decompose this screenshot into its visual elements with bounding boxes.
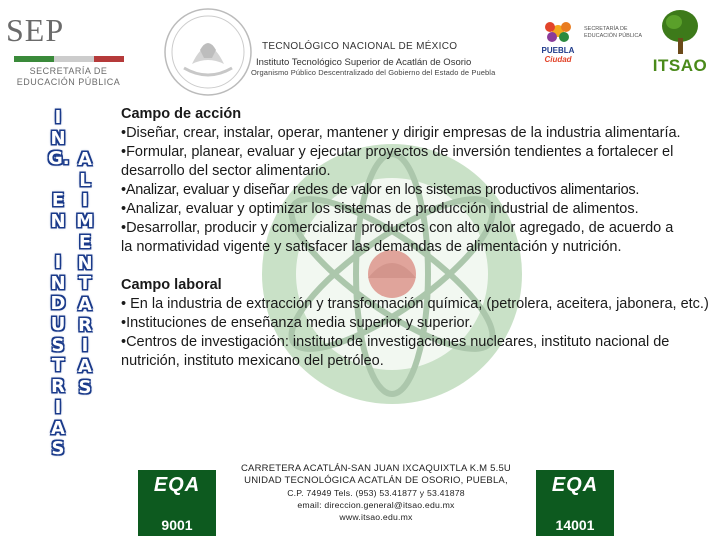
puebla-flower-icon	[534, 16, 582, 46]
spacer	[121, 257, 719, 276]
vertical-letter: A	[78, 293, 92, 315]
flag-stripe-red	[94, 56, 124, 62]
campo-accion-item: •Formular, planear, evaluar y ejecutar proyectos de inversión tendientes a fortalecer el desarrollo del sector alimentario.	[121, 144, 674, 179]
header-title: TECNOLÓGICO NACIONAL DE MÉXICO	[262, 41, 458, 52]
vertical-letter: M	[76, 211, 94, 233]
vertical-letter: N	[50, 127, 66, 149]
iso-9001-badge	[138, 470, 216, 540]
vertical-letter: I	[54, 251, 62, 273]
mexico-seal-icon	[162, 6, 254, 98]
vertical-letter: R	[78, 314, 92, 336]
vertical-word-ing-en-industrias	[48, 108, 68, 460]
vertical-letter: D	[50, 293, 66, 315]
edu-pub-logo	[584, 26, 644, 40]
footer-address	[226, 463, 526, 523]
sep-line2: EDUCACIÓN PÚBLICA	[16, 77, 121, 87]
campo-accion-item: •Diseñar, crear, instalar, operar, mantener y dirigir empresas de la industria alimentaría.	[121, 125, 681, 141]
vertical-letter: A	[78, 356, 92, 378]
sep-subtitle	[6, 66, 131, 88]
vertical-letter: I	[81, 190, 89, 212]
vertical-letter: A	[51, 417, 65, 439]
header-subtitle-2: Organismo Público Descentralizado del Gobierno del Estado de Puebla	[251, 68, 496, 77]
campo-laboral-item: •Instituciones de enseñanza media superior y superior.	[121, 315, 473, 331]
vertical-letter: E	[78, 231, 92, 253]
vertical-word-alimentarias	[75, 150, 95, 398]
itsao-name: ITSAO	[652, 56, 708, 75]
vertical-letter: S	[51, 334, 65, 356]
vertical-letter: N	[77, 252, 93, 274]
campo-accion-item: •Analizar, evaluar y diseñar redes de valor en los sistemas productivos alimentarios.	[121, 182, 640, 198]
vertical-letter: S	[78, 376, 92, 398]
eqa-logo: EQA	[551, 474, 599, 496]
puebla-text	[534, 46, 582, 64]
puebla-line1: PUEBLA	[541, 46, 575, 55]
iso-number: 14001	[536, 514, 614, 536]
edu-pub-text: SECRETARÍA DE EDUCACIÓN PÚBLICA	[584, 26, 643, 39]
vertical-letter	[48, 232, 68, 253]
vertical-letter: R	[51, 376, 65, 398]
vertical-letter: S	[51, 438, 65, 460]
address-line: email: direccion.general@itsao.edu.mx	[297, 500, 455, 510]
vertical-letter: A	[78, 149, 92, 170]
campo-accion-item: •Desarrollar, producir y comercializar productos con alto valor agregado, de acuerdo a la normatividad vigente y satisfacer las demandas de alimentación y nutrición.	[121, 220, 674, 255]
header-subtitle: Instituto Tecnológico Superior de Acatlán de Osorio	[256, 57, 472, 68]
vertical-letter	[48, 170, 68, 191]
address-line: UNIDAD TECNOLÓGICA ACATLÁN DE OSORIO, PUEBLA,	[244, 475, 508, 486]
iso-14001-badge	[536, 470, 614, 540]
vertical-letter: G.	[48, 148, 70, 170]
puebla-logo	[534, 16, 582, 72]
itsao-tree-icon	[644, 6, 716, 56]
sep-logo	[6, 12, 131, 88]
campo-accion-item: •Analizar, evaluar y optimizar los sistemas de producción industrial de alimentos.	[121, 201, 639, 217]
address-line: CARRETERA ACATLÁN-SAN JUAN IXCAQUIXTLA K.M 5.5U	[240, 463, 511, 474]
campo-laboral-item: •Centros de investigación: instituto de investigaciones nucleares, instituto nacional de nutrición, instituto mexicano del petróleo.	[121, 334, 670, 369]
puebla-line2: Ciudad	[544, 55, 572, 64]
vertical-letter: E	[51, 189, 65, 211]
iso-number: 9001	[138, 514, 216, 536]
vertical-letter: U	[50, 314, 66, 336]
vertical-letter: N	[50, 272, 66, 294]
itsao-logo	[644, 6, 716, 76]
vertical-letter: N	[50, 210, 66, 232]
vertical-letter: L	[79, 169, 91, 191]
vertical-letter: I	[54, 396, 62, 418]
address-line: C.P. 74949 Tels. (953) 53.41877 y 53.41878	[287, 488, 465, 498]
sep-line1: SECRETARÍA DE	[29, 66, 108, 76]
sep-brand: SEP	[6, 12, 65, 48]
flag-stripe-white	[54, 56, 94, 62]
vertical-letter: T	[51, 355, 65, 377]
campo-laboral-title: Campo laboral	[121, 277, 222, 293]
campo-accion-title: Campo de acción	[121, 106, 242, 122]
flag-stripe-green	[14, 56, 54, 62]
vertical-letter: T	[78, 273, 92, 295]
eqa-logo: EQA	[153, 474, 201, 496]
main-content	[121, 105, 719, 371]
address-line: www.itsao.edu.mx	[339, 512, 413, 522]
campo-laboral-item: • En la industria de extracción y transformación química; (petrolera, aceitera, jabonera, etc.)	[121, 296, 709, 312]
vertical-letter: I	[54, 107, 62, 128]
vertical-letter: I	[81, 335, 89, 357]
